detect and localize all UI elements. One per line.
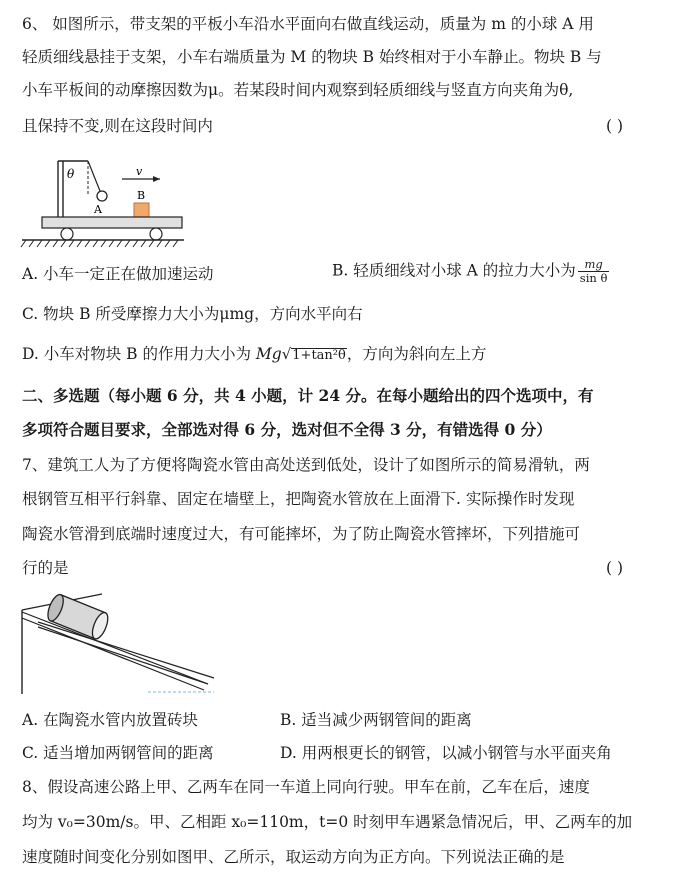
q6-option-c: C. 物块 B 所受摩擦力大小为μmg，方向水平向右 xyxy=(22,305,363,323)
ball-a-label: A xyxy=(94,203,102,216)
q6-line-2: 轻质细线悬挂于支架，小车右端质量为 M 的物块 B 始终相对于小车静止。物块 B 与 xyxy=(22,48,602,66)
q6-line-4: 且保持不变,则在这段时间内 xyxy=(22,117,213,135)
q6-option-d-sqrt: 1+tan²θ xyxy=(292,348,346,363)
q6-option-d-mg: Mg xyxy=(255,345,282,363)
q6-answer-paren: ( ) xyxy=(606,117,624,135)
block-b-label: B xyxy=(137,189,146,202)
q6-option-b-text: B. 轻质细线对小球 A 的拉力大小为 xyxy=(332,261,576,280)
q6-option-a: A. 小车一定正在做加速运动 xyxy=(22,265,214,283)
q6-option-d-text: D. 小车对物块 B 的作用力大小为 xyxy=(22,345,251,363)
q7-line-1: 7、建筑工人为了方便将陶瓷水管由高处送到低处，设计了如图所示的简易滑轨，两 xyxy=(22,456,590,474)
q7-option-c: C. 适当增加两钢管间的距离 xyxy=(22,744,214,762)
q7-answer-paren: ( ) xyxy=(606,559,624,577)
q8-line-3: 速度随时间变化分别如图甲、乙所示，取运动方向为正方向。下列说法正确的是 xyxy=(22,848,565,866)
fraction-numerator: mg xyxy=(578,258,610,272)
section2-heading-line-1: 二、多选题（每小题 6 分，共 4 小题，计 24 分。在每小题给出的四个选项中，有 xyxy=(22,386,594,405)
q7-line-3: 陶瓷水管滑到底端时速度过大，有可能摔坏，为了防止陶瓷水管摔坏，下列措施可 xyxy=(22,525,581,543)
q6-option-d-suffix: ，方向为斜向左上方 xyxy=(346,345,487,363)
q6-option-d: D. 小车对物块 B 的作用力大小为 Mg√1+tan²θ，方向为斜向左上方 xyxy=(22,345,487,363)
q7-rail-figure xyxy=(18,588,218,696)
theta-label: θ xyxy=(67,167,75,181)
q8-line-1: 8、假设高速公路上甲、乙两车在同一车道上同向行驶。甲车在前，乙车在后，速度 xyxy=(22,778,590,796)
velocity-label: v xyxy=(136,165,143,178)
q8-line-2: 均为 v₀=30m/s。甲、乙相距 x₀=110m，t=0 时刻甲车遇紧急情况后，甲、乙两车的加 xyxy=(22,813,633,831)
q6-option-b xyxy=(332,258,609,285)
q6-cart-figure xyxy=(18,155,186,249)
q6-option-b-fraction xyxy=(578,258,610,285)
q7-option-a: A. 在陶瓷水管内放置砖块 xyxy=(22,711,199,729)
q7-line-4: 行的是 xyxy=(22,559,69,577)
section2-heading-line-2: 多项符合题目要求，全部选对得 6 分，选对但不全得 3 分，有错选得 0 分） xyxy=(22,420,552,439)
q6-line-3: 小车平板间的动摩擦因数为μ。若某段时间内观察到轻质细线与竖直方向夹角为θ, xyxy=(22,81,574,99)
q7-option-d: D. 用两根更长的钢管，以减小钢管与水平面夹角 xyxy=(280,744,612,762)
q7-option-b: B. 适当减少两钢管间的距离 xyxy=(280,711,472,729)
q7-line-2: 根钢管互相平行斜靠、固定在墙壁上，把陶瓷水管放在上面滑下. 实际操作时发现 xyxy=(22,490,575,508)
q6-line-1: 6、 如图所示，带支架的平板小车沿水平面向右做直线运动，质量为 m 的小球 A 用 xyxy=(22,15,594,33)
fraction-denominator: sin θ xyxy=(579,271,608,285)
